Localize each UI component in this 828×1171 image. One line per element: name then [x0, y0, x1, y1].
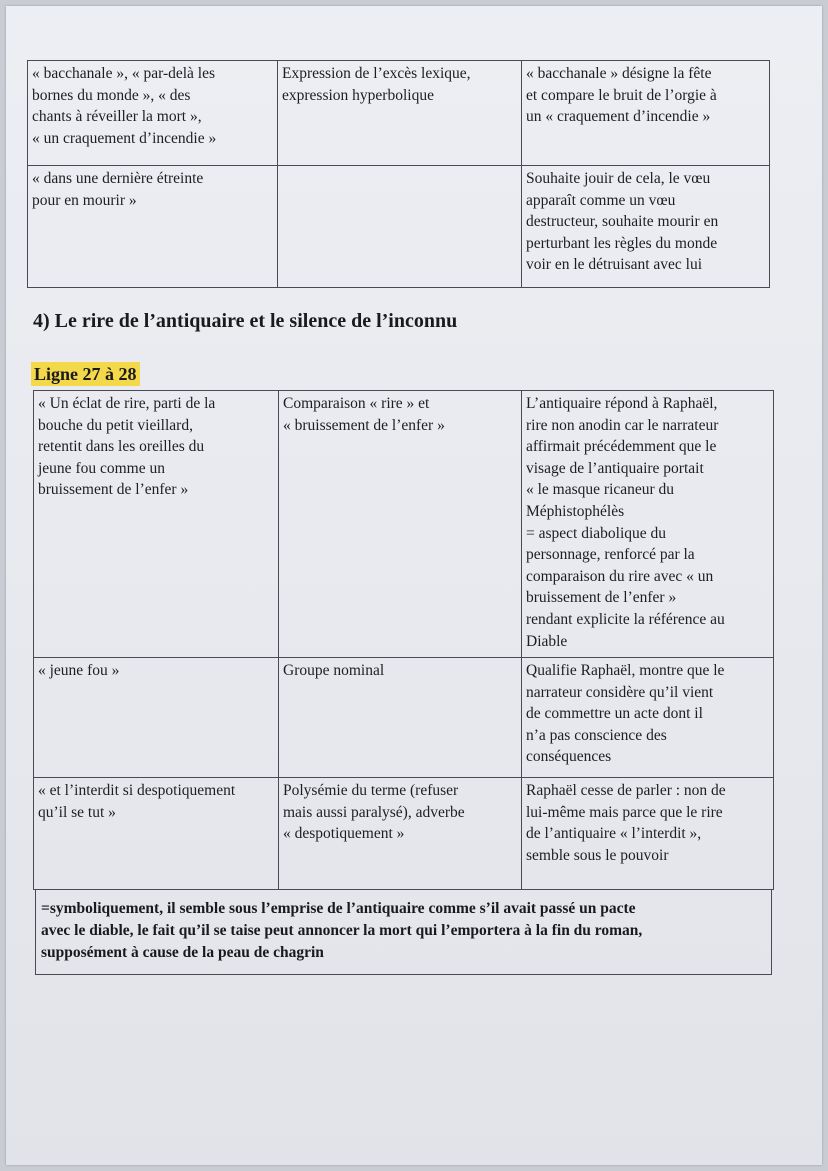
section-heading: 4) Le rire de l’antiquaire et le silence de l’inconnu	[33, 310, 458, 332]
procede-cell	[278, 166, 522, 288]
procede-cell: Comparaison « rire » et « bruissement de l’enfer »	[279, 391, 522, 658]
highlighted-line-reference: Ligne 27 à 28	[31, 362, 140, 386]
table-row	[34, 778, 774, 890]
table-row	[34, 658, 774, 778]
citation-cell: « jeune fou »	[34, 658, 279, 778]
citation-cell: « et l’interdit si despotiquement qu’il se tut »	[34, 778, 279, 890]
interpretation-cell: Raphaël cesse de parler : non de lui-même mais parce que le rire de l’antiquaire « l’interdit », semble sous le pouvoir	[522, 778, 774, 890]
citation-cell: « Un éclat de rire, parti de la bouche du petit vieillard, retentit dans les oreilles du jeune fou comme un bruissement de l’enfer »	[34, 391, 279, 658]
conclusion-box: =symboliquement, il semble sous l’emprise de l’antiquaire comme s’il avait passé un pacte avec le diable, le fait qu’il se taise peut annoncer la mort qui l’emportera à la fin du roman, supposément à cause de la peau de chagrin	[35, 889, 772, 975]
interpretation-cell: L’antiquaire répond à Raphaël, rire non anodin car le narrateur affirmait précédemment que le visage de l’antiquaire portait « le masque ricaneur du Méphistophélès = aspect diabolique du personnage, renforcé par la comparaison du rire avec « un bruissement de l’enfer » rendant explicite la référence au Diable	[522, 391, 774, 658]
interpretation-cell: « bacchanale » désigne la fête et compare le bruit de l’orgie à un « craquement d’incendie »	[522, 61, 770, 166]
procede-cell: Expression de l’excès lexique, expression hyperbolique	[278, 61, 522, 166]
table-row	[28, 61, 770, 166]
procede-cell: Polysémie du terme (refuser mais aussi paralysé), adverbe « despotiquement »	[279, 778, 522, 890]
citation-cell: « bacchanale », « par-delà les bornes du monde », « des chants à réveiller la mort », « un craquement d’incendie »	[28, 61, 278, 166]
analysis-table-bottom	[33, 390, 774, 890]
interpretation-cell: Souhaite jouir de cela, le vœu apparaît comme un vœu destructeur, souhaite mourir en perturbant les règles du monde voir en le détruisant avec lui	[522, 166, 770, 288]
table-row	[34, 391, 774, 658]
table-row	[28, 166, 770, 288]
analysis-table-top	[27, 60, 770, 288]
citation-cell: « dans une dernière étreinte pour en mourir »	[28, 166, 278, 288]
interpretation-cell: Qualifie Raphaël, montre que le narrateur considère qu’il vient de commettre un acte dont il n’a pas conscience des conséquences	[522, 658, 774, 778]
procede-cell: Groupe nominal	[279, 658, 522, 778]
